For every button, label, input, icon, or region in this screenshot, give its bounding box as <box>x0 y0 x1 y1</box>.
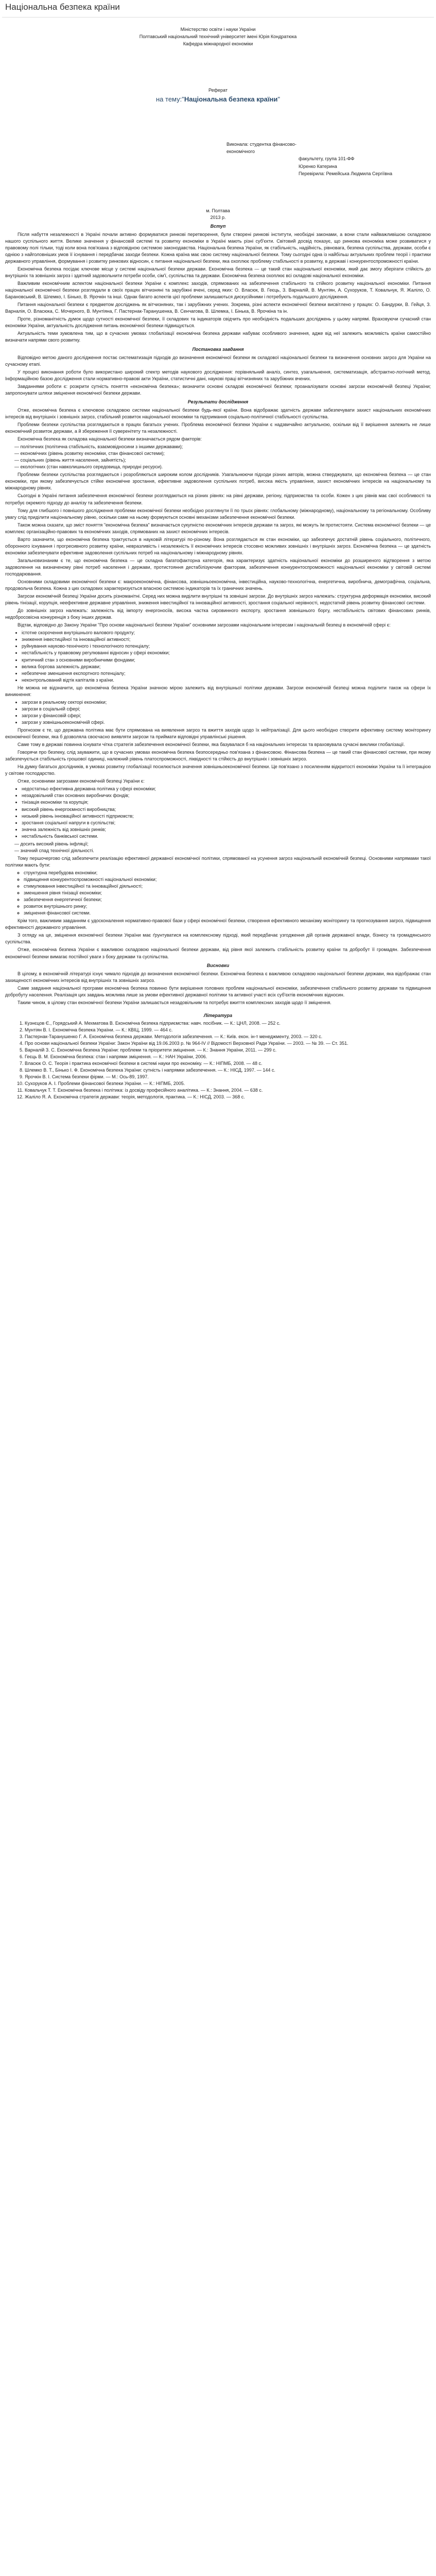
paragraph: Саме ​​завдання національної програми економічна безпека повинно бути вирішення головних проблем національної економіки, забезпечення стабільного розвитку держави та підвищення добробуту населення. Реалізація цих завдань можлива лише за умови ефективної державної політики та активної участі всіх суб'єктів економічних відносин. <box>5 985 431 997</box>
conclusions-title: Висновки <box>206 962 230 968</box>
list-item: ◦ забезпечення енергетичної безпеки; <box>24 896 431 903</box>
list-item: • зниження інвестиційної та інноваційної активності; <box>22 636 431 643</box>
document-page <box>0 0 436 1100</box>
literature-title: Література <box>203 1012 233 1018</box>
list-item: • загрози у фінансовій сфері; <box>22 713 431 719</box>
list-item: — соціальних (рівень життя населення, зайнятість); <box>14 457 431 464</box>
list-item: • загрози у зовнішньоекономічній сфері. <box>22 719 431 726</box>
topic-title: Національна безпека країни <box>184 95 278 103</box>
list-item: — економічних (рівень розвитку економіки, стан фінансової системи); <box>14 450 431 457</box>
paragraph: Отже, економічна безпека є ключовою складовою системи національної безпеки будь-якої країни. Вона відображає здатність держави забезпечувати захист національних економічних інтересів від внутрішніх і зовнішніх загроз, стабільний розвиток національної економіки та підтримання соціально-політичної стабільності суспільства. <box>5 407 431 419</box>
list-item: • істотне скорочення внутрішнього валового продукту; <box>22 630 431 636</box>
policy-list <box>18 870 431 917</box>
site-title: Національна безпека країни <box>2 0 434 18</box>
paragraph: Крім того, важливим завданням є удосконалення нормативно-правової бази у сфері економічної безпеки, створення ефективного механізму моніторингу та прогнозування загроз, підвищення ефективності державного управління. <box>5 918 431 930</box>
literature-item: 5. Варналій З. С. Економічна безпека України: проблеми та пріоритети зміцнення. — К.: Знання України, 2011. — 299 с. <box>25 1047 431 1054</box>
author-line-2: економічного <box>226 149 255 155</box>
university-line: Полтавський національний технічний університет імені Юрія Кондратюка <box>139 33 297 39</box>
literature-list <box>18 1020 431 1101</box>
paragraph: У процесі виконання роботи було використано широкий спектр методів наукового дослідження: порівняльний аналіз, синтез, узагальнення, систематизація, абстрактно-логічний метод. Інформаційною базою дослідження стали нормативно-правові акти України, статистичні дані, наукові праці вітчизняних та зарубіжних вчених. <box>5 369 431 381</box>
list-item: • велика боргова залежність держави; <box>22 664 431 670</box>
list-item: • загрози в реальному секторі економіки; <box>22 699 431 706</box>
paragraph: Саме тому в державі повинна існувати чітка стратегія забезпечення економічної безпеки, яка базувалася б на національних інтересах та враховувала сучасні виклики глобалізації. <box>18 742 405 748</box>
document-content <box>0 18 436 1101</box>
list-item: — екологічних (стан навколишнього середовища, природні ресурси). <box>14 464 431 470</box>
paragraph: Отже, економічна безпека України є важливою складовою національної безпеки держави, від рівня якої залежить стабільність розвитку країни та добробут її громадян. Забезпечення економічної безпеки вимагає постійної уваги з боку держави та суспільства. <box>5 947 431 959</box>
paragraph: Відтак, відповідно до Закону України "Про основи національної безпеки України" основними загрозами національним інтересам і національній безпеці в економічній сфері є: <box>18 622 391 628</box>
author-line-1: Виконала: студентка фінансово- <box>226 141 297 147</box>
paragraph: Завданнями роботи є: розкрити сутність поняття «економічна безпека»; визначити основні складові економічної безпеки; проаналізувати основні загрози економічній безпеці України; запропонувати шляхи зміцнення економічної безпеки держави. <box>5 383 431 396</box>
spheres-list <box>15 699 431 726</box>
ministry-line: Міністерство освіти і науки України <box>180 26 256 32</box>
list-item: • небезпечне зменшення експортного потенціалу; <box>22 670 431 677</box>
paragraph: Актуальність теми зумовлена тим, що в сучасних умовах глобалізації економічна безпека держави набуває особливого значення, адже від неї залежить можливість країни самостійно визначати напрями свого розвитку. <box>5 331 431 343</box>
paragraph: Проблеми безпеки суспільства розглядаються і розробляються широким колом дослідників. Узагальнюючи підходи різних авторів, можна стверджувати, що економічна безпека — це стан економіки, при якому забезпечується стійке економічне зростання, ефективне задоволення суспільних потреб, висока якість управління, захист економічних інтересів на національному та міжнародному рівнях. <box>5 472 431 491</box>
paragraph: Таким чином, в цілому стан економічної безпеки України залишається незадовільним та потребує вжиття комплексних заходів щодо її зміцнення. <box>18 999 332 1005</box>
report-topic <box>5 95 431 105</box>
list-item: — політичних (політична стабільність, взаємовідносини з іншими державами); <box>14 444 431 450</box>
list-item: • низький рівень інноваційної активності підприємств; <box>22 813 431 820</box>
paragraph: Важливим економічним аспектом національної безпеки України є комплекс заходів, спрямованих на забезпечення стабільного та стійкого розвитку національної економіки. Питання національної економічної безпеки розглядали в своїх працях вітчизняні та зарубіжні вчені, серед яких: О. Власюк, В. Геєць, З. Варналій, В. Мунтіян, А. Сухоруков, Т. Ковальчук, Я. Жаліло, О. Барановський, В. Шлемко, І. Бінько, В. Ярочкін та інші. Однак багато аспектів цієї проблеми залишаються дискусійними і потребують подальшого дослідження. <box>5 281 431 300</box>
list-item: • критичний стан з основними виробничими фондами; <box>22 657 431 664</box>
paragraph: Питання національної безпеки є предметом досліджень як вітчизняних, так і зарубіжних учених. Зокрема, різні аспекти економічної безпеки висвітлено у працях: О. Бандурки, В. Гейця, З. Варналія, О. Власюка, С. Мочерного, В. Мунтіяна, Г. Пастернак-Таранушенка, В. Сенчагова, В. Шлемка, І. Бінька, В. Ярочкіна та ін. <box>5 302 431 314</box>
author-group: факультету, група 101-ФФ <box>299 156 355 162</box>
list-item: ◦ розвиток внутрішнього ринку; <box>24 903 431 910</box>
list-item: — досить високий рівень інфляції; <box>14 841 431 848</box>
list-item: • високий рівень енергоємності виробництва; <box>22 806 431 813</box>
list-item: • тінізація економіки та корупція; <box>22 799 431 806</box>
paragraph: Відповідно метою даного дослідження постає систематизація підходів до визначення економічної безпеки як складової національної безпеки та визначення основних загроз для України на сучасному етапі. <box>5 354 431 367</box>
paragraph: Також можна сказати, що зміст поняття "економічна безпека" визначається сукупністю економічних інтересів держави та загроз, які можуть їм протистояти. Система економічної безпеки — це комплекс організаційно-правових та економічних заходів, спрямованих на захист економічних інтересів. <box>5 522 431 534</box>
literature-item: 4. Про основи національної безпеки України: Закон України від 19.06.2003 р. № 964-IV // Відомості Верховної Ради України. — 2003. — № 39. — Ст. 351. <box>25 1040 431 1047</box>
literature-item: 12. Жаліло Я. А. Економічна стратегія держави: теорія, методологія, практика. — К.: НІСД, 2003. — 368 с. <box>25 1094 431 1100</box>
literature-item: 8. Шлемко В. Т., Бінько І. Ф. Економічна безпека України: сутність і напрямки забезпечення. — К.: НІСД, 1997. — 144 с. <box>25 1067 431 1074</box>
paragraph: Тому першочергово слід забезпечити реалізацію ефективної державної економічної політики, спрямованої на усунення загроз національній економічній безпеці. Основними напрямами такої політики мають бути: <box>5 855 431 868</box>
list-item: • нестабільність у правовому регулюванні відносин у сфері економіки; <box>22 650 431 656</box>
intro-title: Вступ <box>210 223 226 229</box>
paragraph: Говорячи про безпеку, слід зауважити, що в сучасних умовах економічна безпека безпосередньо пов'язана з фінансовою. Фінансова безпека — це такий стан фінансової системи, при якому забезпечується стабільність грошової одиниці, належний рівень платоспроможності, ліквідності та стійкість до внутрішніх і зовнішніх загроз. <box>5 750 431 762</box>
paragraph: На думку багатьох дослідників, в умовах розвитку глобалізації посилюється значення зовнішньоекономічної безпеки. Це пов'язано з посиленням відкритості економіки України та її інтеграцією у світове господарство. <box>5 764 431 776</box>
paragraph: Прогнозом є те, що державна політика має бути спрямована на виявлення загроз та вжиття заходів щодо їх нейтралізації. Для цього необхідно створити ефективну систему моніторингу економічної безпеки, яка б дозволяла своєчасно виявляти загрози та приймати відповідні управлінські рішення. <box>5 727 431 740</box>
list-item: ◦ зменшення рівня тінізації економіки; <box>24 890 431 896</box>
paragraph: Економічна безпека як складова національної безпеки визначається рядом факторів: <box>18 436 202 442</box>
literature-item: 3. Пастернак-Таранушенко Г. А. Економічна безпека держави. Методологія забезпечення. — К.: Київ. екон. ін-т менеджменту, 2003. — 320 с. <box>25 1033 431 1040</box>
paragraph: Проте, різноманітність думок щодо сутності економічної безпеки, її складових та індикаторів свідчить про необхідність подальших досліджень у цьому напрямі. Враховуючи сучасний стан економіки України, актуальність дослідження питань економічної безпеки підвищується. <box>5 316 431 329</box>
paragraph: Загрози економічній безпеці України досить різноманітні. Серед них можна виділити внутрішні та зовнішні загрози. До внутрішніх загроз належать: структурна деформація економіки, високий рівень тінізації, корупція, неефективне державне управління, зниження інвестиційної та інноваційної активності, зростання соціальної нерівності, недостатній рівень розвитку фінансової системи. <box>5 594 431 606</box>
list-item: • значна залежність від зовнішніх ринків; <box>22 826 431 833</box>
department-line: Кафедра міжнародної економіки <box>183 41 253 46</box>
paragraph: Сьогодні в Україні питання забезпечення економічної безпеки розглядаються на різних рівнях: на рівні держави, регіону, підприємства та особи. Кожен з цих рівнів має свої особливості та потребує окремого підходу до аналізу та забезпечення безпеки. <box>5 493 431 505</box>
list-item: • руйнування науково-технічного і технологічного потенціалу; <box>22 643 431 650</box>
author-block <box>226 141 431 178</box>
paragraph: З огляду на це, зміцнення економічної безпеки України має ґрунтуватися на комплексному підході, який передбачає узгодження дій органів державної влади, бізнесу та громадянського суспільства. <box>5 933 431 945</box>
paragraph: Основними складовими економічної безпеки є: макроекономічна, фінансова, зовнішньоекономічна, інвестиційна, науково-технологічна, енергетична, виробнича, демографічна, соціальна, продовольча безпека. Кожна з цих складових характеризується власною системою індикаторів та їх граничних значень. <box>5 579 431 591</box>
extra-threats-list <box>14 841 431 854</box>
list-item: ◦ стимулювання інвестиційної та інноваційної діяльності; <box>24 883 431 890</box>
topic-prefix: на тему:" <box>155 95 184 103</box>
literature-item: 1. Кузнєцов Є., Горядський А. Мехматова В. Економічна безпека підприємства: навч. посібник. — К.: ЦНЛ, 2008. — 252 с. <box>25 1020 431 1027</box>
paragraph: Варто зазначити, що економічна безпека трактується в науковій літературі по-різному. Вона розглядається як стан економіки, що забезпечує достатній рівень соціального, політичного, оборонного існування і прогресивного розвитку країни, невразливість і незалежність її економічних інтересів стосовно можливих зовнішніх і внутрішніх загроз. Економічна безпека — це здатність економіки забезпечувати ефективне задоволення суспільних потреб на національному і міжнародному рівнях. <box>5 536 431 555</box>
paragraph: Не можна не відзначити, що економічна безпека України значною мірою залежить від внутрішньої політики держави. Загрози економічній безпеці можна поділити також на сфери їх виникнення: <box>5 685 431 697</box>
list-item: • неконтрольований відтік капіталів з країни. <box>22 677 431 684</box>
paragraph: Після набуття незалежності в Україні почали активно формуватися ринкові перетворення, були створені ринкові інститути, необхідні законами, а вони стали найважливішою складовою нашого суспільного життя. Велике значення у фінансовій системі та розвитку економіки в Україні мають різні суб'єкти. Світовий досвід показує, що ринкова економіка може розвиватися у правовому полі тільки, тоді коли вона пов'язана з відповідною системою законодавства. Національна безпека України, як стабільність, надійність, рівновага, безпека суспільства, держави, особи є однією з найголовніших умов її існування і передбачає заходи безпеки. Кожна країна має свою систему національної безпеки. Тому сьогодні одна із найбільш актуальних проблем теорії і практики державного управління, формування і розвитку ринкових відносин, є питання національної безпеки, яка охоплює проблему стабільності в розвитку, в державі і конкурентоспроможності країни. <box>5 231 431 264</box>
paragraph: Загальновизнаним є те, що економічна безпека — це складна багатофакторна категорія, яка характеризує здатність національної економіки до розширеного відтворення з метою задоволення на визначеному рівні потреб населення і держави, протистояння дестабілізуючим факторам, забезпечення конкурентоспроможності національної економіки у світовій системі господарювання. <box>5 557 431 577</box>
literature-item: 11. Ковальчук Т. Т. Економічна безпека і політика: із досвіду професійного аналітика. — К.: Знання, 2004. — 638 с. <box>25 1087 431 1094</box>
factors-list <box>14 444 431 470</box>
list-item: ◦ зміцнення фінансової системи. <box>24 910 431 917</box>
main-threats-list <box>15 786 431 839</box>
paragraph: Тому для глибшого і повнішого дослідження проблеми економічної безпеки необхідно розглянути її по трьох рівнях: глобальному (міжнародному), національному та регіональному. Особливу увагу слід приділити національному рівню, оскільки саме на ньому формуються основні механізми забезпечення економічної безпеки. <box>5 507 431 520</box>
literature-item: 9. Ярочкін В. І. Система безпеки фірми. — М.: Ось-89, 1997. <box>25 1074 431 1080</box>
paragraph: В цілому, в економічній літературі існує чимало підходів до визначення економічної безпеки. Економічна безпека є важливою складовою національної безпеки держави, яка відображає стан захищеності економічних інтересів від внутрішніх та зовнішніх загроз. <box>5 971 431 983</box>
literature-item: 6. Геєць В. М. Економічна безпека: стан і напрями зміцнення. — К.: НАН України, 2006. <box>25 1054 431 1060</box>
reviewer-line: Перевірила: Ремейська Людмила Сергіївна <box>299 171 392 177</box>
task-title: Постановка завдання <box>192 346 244 352</box>
list-item: • загрози в соціальній сфері; <box>22 706 431 713</box>
list-item: ◦ структурна перебудова економіки; <box>24 870 431 876</box>
paragraph: Отже, основними загрозами економічній безпеці України є: <box>18 778 145 784</box>
author-name: Юренко Катерина <box>299 163 337 169</box>
literature-item: 10. Сухоруков А. І. Проблеми фінансової безпеки України. — К.: НІПМБ, 2005. <box>25 1080 431 1087</box>
list-item: — значний спад технічної діяльності. <box>14 848 431 854</box>
literature-item: 7. Власюк О. С. Теорія і практика економічної безпеки в системі науки про економіку. — К.: НІПМБ, 2008. — 48 с. <box>25 1060 431 1067</box>
topic-suffix: " <box>277 95 281 103</box>
threats-list <box>15 630 431 683</box>
year: 2013 р. <box>210 214 226 220</box>
city: м. Полтава <box>206 208 230 213</box>
report-label: Реферат <box>208 87 228 93</box>
paragraph: До зовнішніх загроз належать: залежність від імпорту енергоносіїв, висока частка сировинного експорту, зростання зовнішнього боргу, нестабільність світових фінансових ринків, недобросовісна конкуренція з боку інших держав. <box>5 608 431 620</box>
literature-item: 2. Мунтіян В. І. Економічна безпека України. — К.: КВІЦ, 1999. — 464 с. <box>25 1027 431 1033</box>
list-item: • зростання соціальної напруги в суспільстві; <box>22 820 431 826</box>
list-item: • незадовільний стан основних виробничих фондів; <box>22 792 431 799</box>
paragraph: Економічна безпека посідає ключове місце у системі національної безпеки держави. Економічна безпека — це такий стан національної економіки, який дає змогу зберігати стійкість до внутрішніх та зовнішніх загроз і здатний задовольнити потреби особи, сім'ї, суспільства та держави. Економічна безпека охоплює всі складові національної економіки. <box>5 266 431 279</box>
list-item: • недостатньо ефективна державна політика у сфері економіки; <box>22 786 431 792</box>
list-item: • нестабільність банківської системи. <box>22 833 431 840</box>
paragraph: Проблеми безпеки суспільства розглядаються в працях багатьох учених. Проблема економічної безпеки України є надзвичайно актуальною, оскільки від її вирішення залежить не лише економічний розвиток держави, а й збереження її суверенітету та незалежності. <box>5 421 431 434</box>
results-title: Результати дослідження <box>187 399 249 404</box>
list-item: ◦ підвищення конкурентоспроможності національної економіки; <box>24 876 431 883</box>
